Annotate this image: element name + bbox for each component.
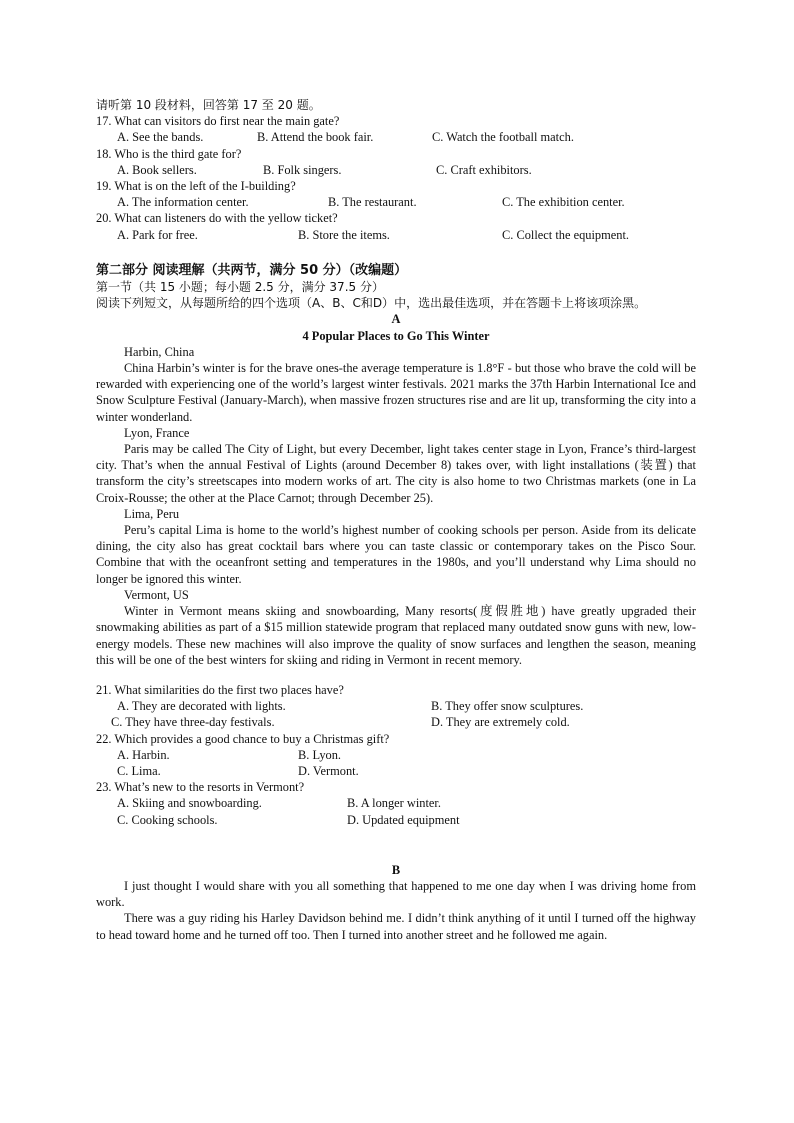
options-row: [96, 227, 696, 243]
option-c: C. They have three-day festivals.: [111, 715, 275, 730]
question-21: [96, 682, 696, 731]
place-text: Paris may be called The City of Light, but every December, light takes center stage in Lyon, France’s third-largest city. That’s when the annual Festival of Lights (around December 8) takes over, with light installations (装置) that transform the city’s streetscapes into modern works of art. The city is also home to two Christmas markets (one in La Croix-Rousse; the other at the Place Carnot; through December 25).: [96, 442, 696, 505]
option-b: B. Lyon.: [298, 747, 342, 762]
option-c: C. The exhibition center.: [502, 195, 625, 210]
option-a: A. Harbin.: [117, 747, 170, 762]
options-row: [96, 129, 696, 145]
option-a: A. Skiing and snowboarding.: [117, 796, 262, 811]
option-b: B. A longer winter.: [347, 796, 441, 811]
option-c: C. Watch the football match.: [432, 130, 574, 145]
option-c: C. Lima.: [117, 763, 161, 778]
question-stem: 21. What similarities do the first two places have?: [96, 682, 344, 697]
option-d: D. They are extremely cold.: [431, 715, 570, 730]
options-row: [96, 194, 696, 210]
options-row: [96, 795, 696, 811]
options-row: [96, 812, 696, 828]
section-title: 第一节（共 15 小题；每小题 2.5 分，满分 37.5 分）: [96, 280, 384, 295]
question-stem: 19. What is on the left of the I-building?: [96, 179, 296, 194]
passage-a-letter: A: [391, 312, 401, 327]
question-23: [96, 779, 696, 828]
option-a: A. See the bands.: [117, 130, 204, 145]
question-17: [96, 113, 696, 145]
place-name: Harbin, China: [124, 344, 195, 359]
passage-a-title: 4 Popular Places to Go This Winter: [302, 328, 490, 343]
listening-intro: 请听第 10 段材料，回答第 17 至 20 题。: [96, 98, 321, 112]
question-20: [96, 210, 696, 242]
place-text: Winter in Vermont means skiing and snowboarding, Many resorts(度假胜地) have greatly upgraded their snowmaking abilities as part of a $15 million statewide program that replaced many outdated snow guns with new, low-energy models. These new machines will also improve the quality of snow surfaces and lengthen the season, meaning this will be one of the best winters for skiing and riding in Vermont in recent memory.: [96, 604, 696, 667]
options-row: [96, 747, 696, 763]
part-title: 第二部分 阅读理解（共两节，满分 50 分）（改编题）: [96, 262, 408, 278]
option-a: A. Park for free.: [117, 227, 198, 242]
question-stem: 17. What can visitors do first near the main gate?: [96, 114, 340, 129]
place-text: China Harbin’s winter is for the brave ones-the average temperature is 1.8°F - but those who brave the cold will be rewarded with experiencing one of the world’s largest winter festivals. 2021 marks the 37th Harbin International Ice and Snow Sculpture Festival (January-March), when massive frozen structures rise and are lit up, transforming the city into a winter wonderland.: [96, 361, 696, 424]
question-18: [96, 146, 696, 178]
place-name: Lima, Peru: [124, 506, 180, 521]
option-d: D. Vermont.: [298, 763, 359, 778]
option-a: A. The information center.: [117, 195, 249, 210]
question-stem: 20. What can listeners do with the yellow ticket?: [96, 211, 338, 226]
question-stem: 18. Who is the third gate for?: [96, 146, 242, 161]
option-c: C. Craft exhibitors.: [436, 162, 532, 177]
option-b: B. Attend the book fair.: [257, 130, 374, 145]
exam-page: [96, 97, 696, 943]
place-name: Vermont, US: [124, 587, 189, 602]
passage-b-paragraph: There was a guy riding his Harley Davidson behind me. I didn’t think anything of it until I turned off the highway to head toward home and he turned off too. Then I turned into another street and he followed me again.: [96, 911, 696, 942]
passage-b-paragraph: I just thought I would share with you all something that happened to me one day when I was driving home from work.: [96, 878, 696, 910]
options-row: [96, 698, 696, 714]
place-lyon: [96, 425, 696, 506]
passage-b-letter: B: [391, 862, 401, 877]
option-b: B. Folk singers.: [263, 162, 342, 177]
place-lima: [96, 506, 696, 587]
option-b: B. The restaurant.: [328, 195, 417, 210]
option-c: C. Collect the equipment.: [502, 227, 629, 242]
question-22: [96, 731, 696, 780]
place-vermont: [96, 587, 696, 668]
options-row: [96, 714, 696, 730]
option-c: C. Cooking schools.: [117, 812, 218, 827]
place-name: Lyon, France: [124, 425, 190, 440]
option-a: A. Book sellers.: [117, 162, 197, 177]
question-stem: 23. What’s new to the resorts in Vermont?: [96, 780, 305, 795]
place-harbin: [96, 344, 696, 425]
place-text: Peru’s capital Lima is home to the world’s highest number of cooking schools per person. Aside from its delicate dining, the city also has great cocktail bars where you can taste classic or contemporary takes on the Pisco Sour. Combine that with the oceanfront setting and temperatures in the 1980s, and you’ll understand why Lima should no longer be ignored this winter.: [96, 523, 696, 586]
options-row: [96, 763, 696, 779]
option-b: B. They offer snow sculptures.: [431, 699, 584, 714]
option-d: D. Updated equipment: [347, 812, 460, 827]
option-a: A. They are decorated with lights.: [117, 699, 286, 714]
question-stem: 22. Which provides a good chance to buy a Christmas gift?: [96, 731, 390, 746]
option-b: B. Store the items.: [298, 227, 390, 242]
question-19: [96, 178, 696, 210]
options-row: [96, 162, 696, 178]
instructions: 阅读下列短文，从每题所给的四个选项（A、B、C和D）中，选出最佳选项，并在答题卡上将该项涂黑。: [96, 296, 647, 311]
